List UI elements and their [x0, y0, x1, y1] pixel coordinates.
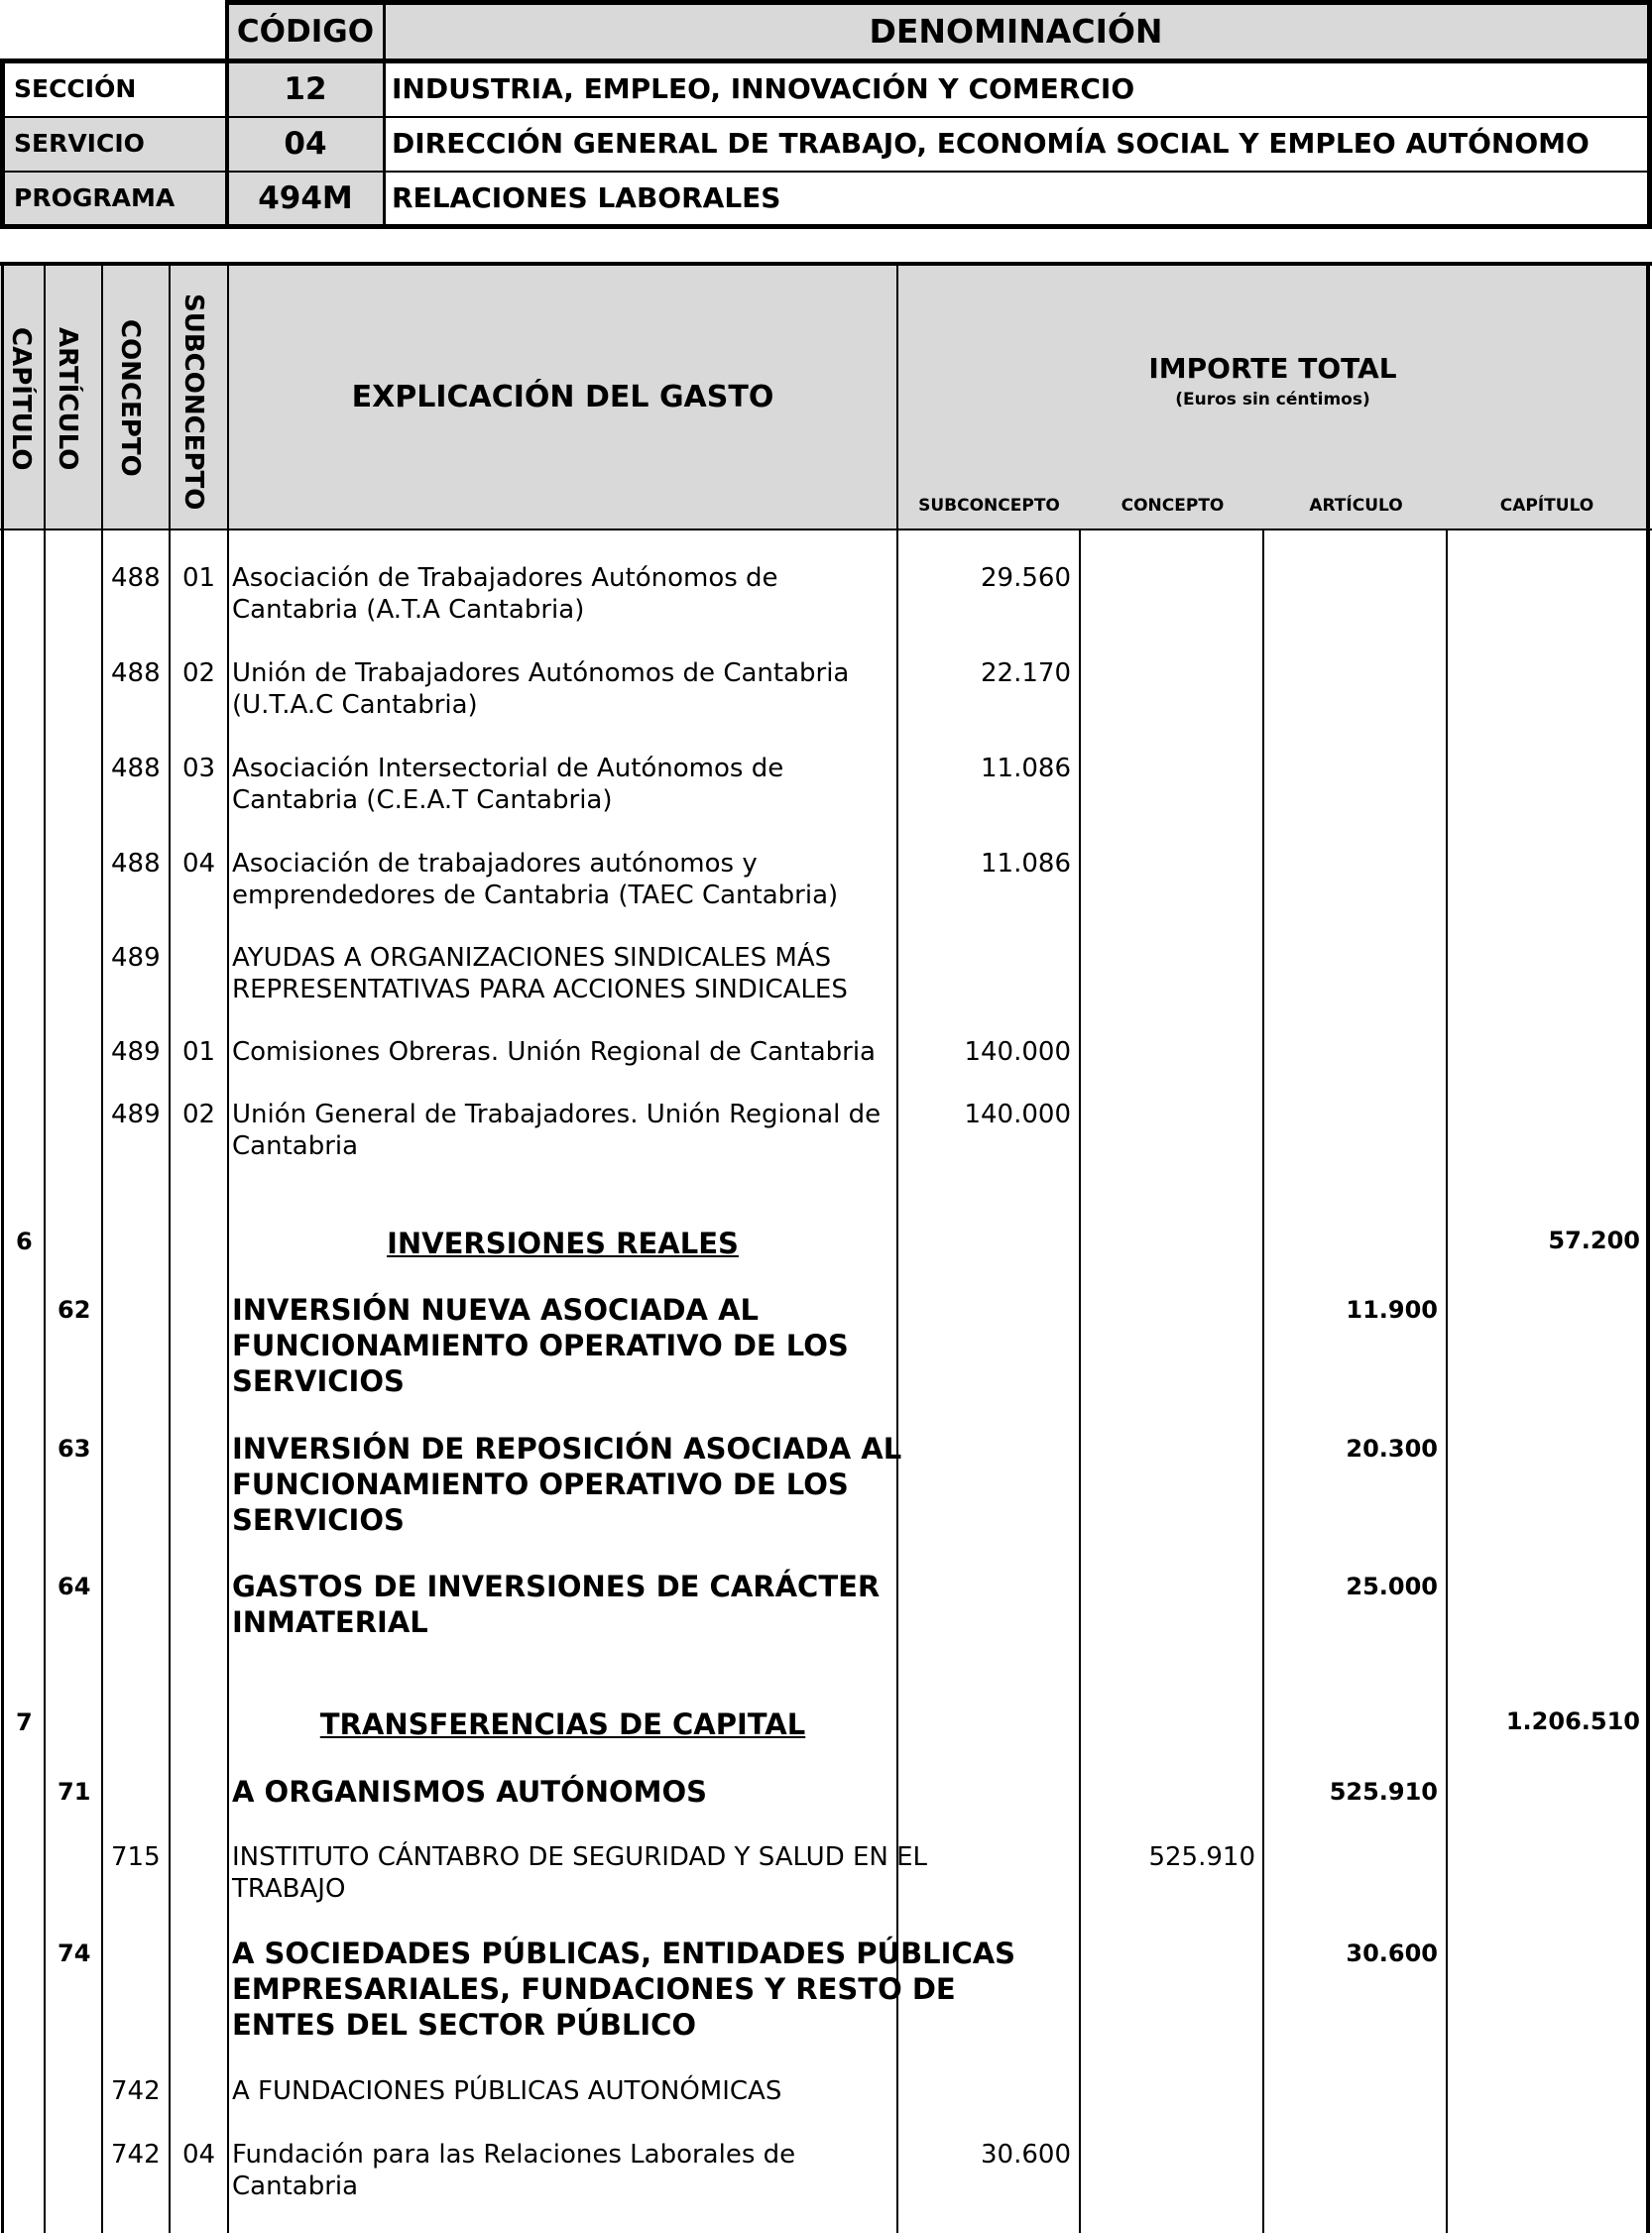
articulo-amount-header: ARTÍCULO	[1309, 496, 1403, 516]
row-text-line: (U.T.A.C Cantabria)	[232, 690, 478, 720]
programa-code: 494M	[227, 171, 384, 225]
subconcepto-amount: 30.600	[981, 2140, 1071, 2170]
row-text-line: Cantabria (C.E.A.T Cantabria)	[232, 785, 613, 815]
subconcepto-amount-header: SUBCONCEPTO	[918, 496, 1060, 516]
concepto-amount: 525.910	[1148, 1842, 1255, 1872]
row-text-line: SERVICIOS	[232, 1364, 405, 1398]
row-text-line: Asociación Intersectorial de Autónomos de	[232, 754, 784, 783]
subconcepto-amount: 22.170	[981, 658, 1071, 688]
programa-label: PROGRAMA	[4, 171, 227, 225]
seccion-name: INDUSTRIA, EMPLEO, INNOVACIÓN Y COMERCIO	[392, 72, 1135, 105]
row-text-line: A SOCIEDADES PÚBLICAS, ENTIDADES PÚBLICAS	[232, 1937, 1016, 1970]
seccion-code: 12	[227, 61, 384, 116]
row-text-line: Asociación de trabajadores autónomos y	[232, 849, 758, 879]
capitulo-title: INVERSIONES REALES	[387, 1227, 739, 1260]
subconcepto-code: 01	[182, 563, 216, 593]
row-text-line: SERVICIOS	[232, 1503, 405, 1537]
capitulo-code: 7	[16, 1708, 33, 1736]
articulo-code: 71	[58, 1778, 91, 1806]
articulo-code: 64	[58, 1573, 91, 1600]
concepto-code: 489	[111, 943, 161, 973]
row-text-line: INSTITUTO CÁNTABRO DE SEGURIDAD Y SALUD EN EL	[232, 1842, 928, 1872]
importe-note: (Euros sin céntimos)	[1175, 390, 1370, 410]
concepto-code: 715	[111, 1842, 161, 1872]
articulo-amount: 30.600	[1346, 1939, 1438, 1967]
subconcepto-amount: 140.000	[964, 1100, 1071, 1129]
row-text-line: Unión General de Trabajadores. Unión Regional de	[232, 1100, 882, 1129]
articulo-amount: 11.900	[1346, 1296, 1438, 1324]
capitulo-title: TRANSFERENCIAS DE CAPITAL	[319, 1707, 806, 1741]
row-text-line: Unión de Trabajadores Autónomos de Cantabria	[232, 658, 850, 688]
capitulo-code: 6	[16, 1228, 33, 1255]
concepto-code: 488	[111, 849, 161, 879]
subconcepto-amount: 29.560	[981, 563, 1071, 593]
concepto-code: 742	[111, 2140, 161, 2170]
row-text-line: INVERSIÓN DE REPOSICIÓN ASOCIADA AL	[232, 1432, 902, 1466]
subconcepto-code: 01	[182, 1037, 216, 1067]
articulo-amount: 525.910	[1329, 1778, 1438, 1806]
row-text-line: FUNCIONAMIENTO OPERATIVO DE LOS	[232, 1329, 849, 1362]
servicio-code: 04	[227, 116, 384, 171]
capitulo-amount: 1.206.510	[1505, 1707, 1640, 1735]
concepto-code: 489	[111, 1100, 161, 1129]
subconcepto-code: 04	[182, 2140, 216, 2170]
subconcepto-code: 03	[182, 754, 216, 783]
row-text-line: AYUDAS A ORGANIZACIONES SINDICALES MÁS	[232, 943, 832, 973]
articulo-code: 62	[58, 1296, 91, 1324]
seccion-label: SECCIÓN	[14, 74, 137, 103]
row-text-line: INVERSIÓN NUEVA ASOCIADA AL	[232, 1293, 760, 1327]
articulo-amount: 25.000	[1346, 1573, 1438, 1600]
subconcepto-amount: 140.000	[964, 1037, 1071, 1067]
explicacion-header: EXPLICACIÓN DEL GASTO	[351, 380, 774, 414]
concepto-code: 488	[111, 658, 161, 688]
row-text-line: EMPRESARIALES, FUNDACIONES Y RESTO DE	[232, 1972, 956, 2006]
servicio-label: SERVICIO	[4, 116, 227, 171]
subconcepto-amount: 11.086	[981, 754, 1071, 783]
concepto-code: 488	[111, 754, 161, 783]
header-block	[0, 0, 1652, 230]
row-text-line: REPRESENTATIVAS PARA ACCIONES SINDICALES	[232, 975, 848, 1004]
denominacion-header: DENOMINACIÓN	[384, 4, 1648, 59]
row-text-line: emprendedores de Cantabria (TAEC Cantabria)	[232, 881, 839, 910]
row-text-line: INMATERIAL	[232, 1605, 428, 1639]
row-text-line: Cantabria (A.T.A Cantabria)	[232, 595, 585, 625]
subconcepto-code: 02	[182, 1100, 216, 1129]
programa-name: RELACIONES LABORALES	[392, 181, 781, 214]
capitulo-col-header: CAPÍTULO	[6, 327, 36, 471]
row-text-line: TRABAJO	[232, 1874, 346, 1904]
row-text-line: GASTOS DE INVERSIONES DE CARÁCTER	[232, 1570, 881, 1603]
articulo-amount: 20.300	[1346, 1435, 1438, 1463]
subconcepto-code: 02	[182, 658, 216, 688]
concepto-code: 488	[111, 563, 161, 593]
row-text-line: Cantabria	[232, 2172, 359, 2201]
row-text-line: Cantabria	[232, 1131, 359, 1161]
subconcepto-amount: 11.086	[981, 849, 1071, 879]
importe-total-header: IMPORTE TOTAL	[1148, 352, 1397, 385]
subconcepto-col-header: SUBCONCEPTO	[178, 294, 208, 511]
row-text-line: Asociación de Trabajadores Autónomos de	[232, 563, 778, 593]
subconcepto-code: 04	[182, 849, 216, 879]
row-text-line: Fundación para las Relaciones Laborales de	[232, 2140, 796, 2170]
row-text-line: Comisiones Obreras. Unión Regional de Cantabria	[232, 1037, 876, 1067]
capitulo-amount-header: CAPÍTULO	[1499, 496, 1594, 516]
row-text-line: A ORGANISMOS AUTÓNOMOS	[232, 1775, 708, 1809]
servicio-name: DIRECCIÓN GENERAL DE TRABAJO, ECONOMÍA SOCIAL Y EMPLEO AUTÓNOMO	[392, 127, 1590, 160]
row-text-line: FUNCIONAMIENTO OPERATIVO DE LOS	[232, 1468, 849, 1501]
row-text-line: A FUNDACIONES PÚBLICAS AUTONÓMICAS	[232, 2076, 782, 2106]
articulo-col-header: ARTÍCULO	[53, 327, 82, 471]
row-text-line: ENTES DEL SECTOR PÚBLICO	[232, 2008, 697, 2042]
articulo-code: 74	[58, 1939, 91, 1967]
articulo-code: 63	[58, 1435, 91, 1463]
concepto-code: 489	[111, 1037, 161, 1067]
concepto-amount-header: CONCEPTO	[1121, 496, 1225, 516]
concepto-col-header: CONCEPTO	[115, 319, 145, 477]
concepto-code: 742	[111, 2076, 161, 2106]
codigo-header: CÓDIGO	[227, 4, 384, 59]
capitulo-amount: 57.200	[1548, 1227, 1640, 1254]
